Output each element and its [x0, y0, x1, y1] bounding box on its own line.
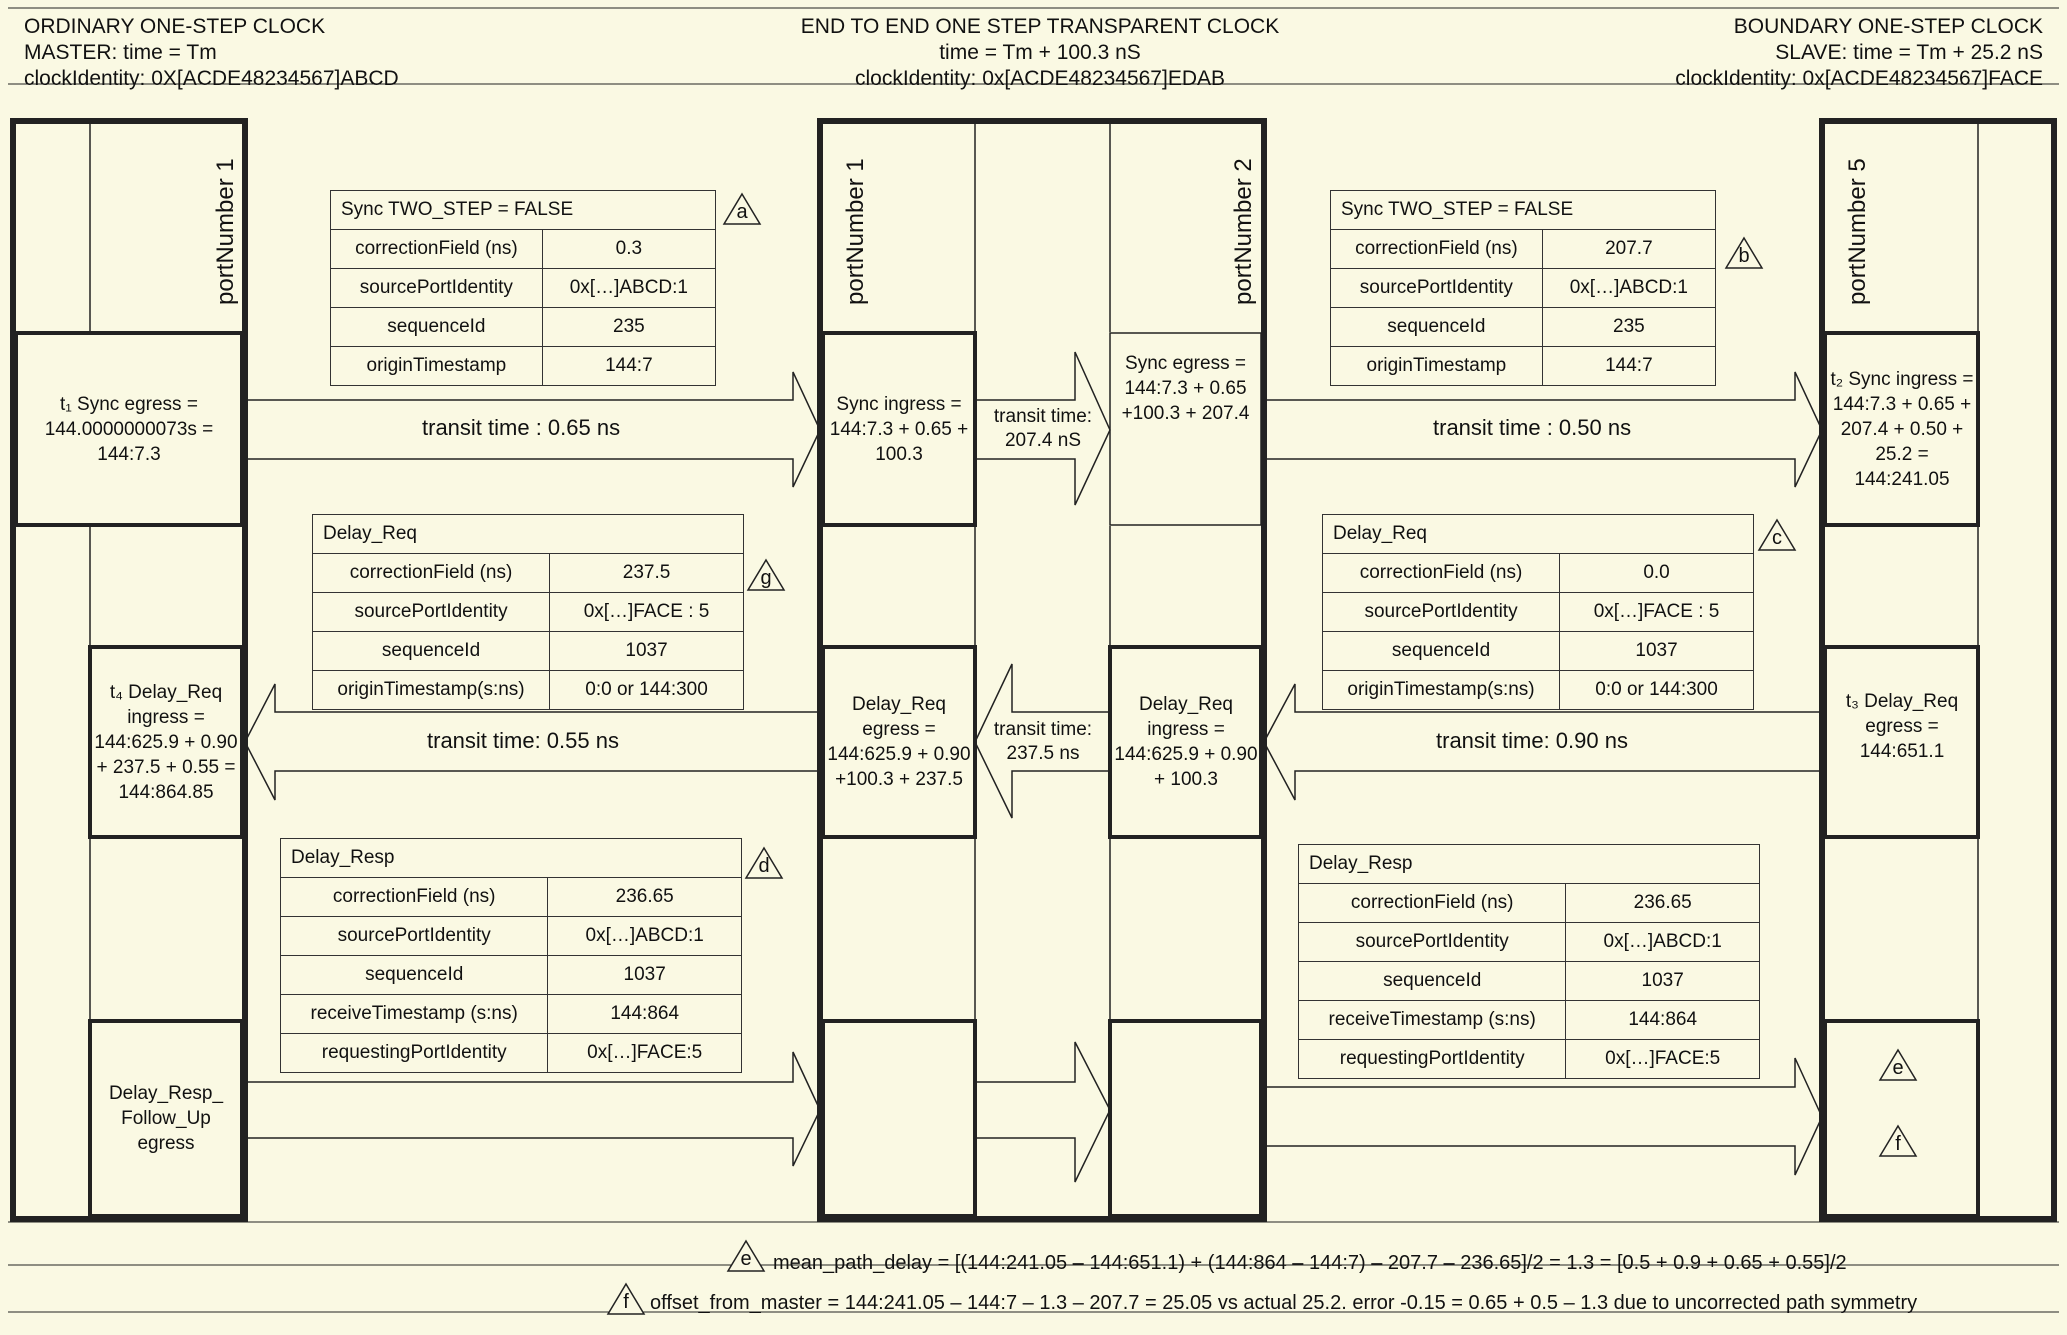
field-value: 1037: [1566, 962, 1760, 1001]
field-value: 0:0 or 144:300: [1560, 671, 1754, 710]
master-clock-header: [24, 14, 399, 92]
delay-resp-message-d: [280, 838, 742, 1073]
marker-f-triangle: [1878, 1124, 1918, 1158]
master-port-label: portNumber 1: [212, 158, 239, 305]
master-clock-time: MASTER: time = Tm: [24, 41, 217, 64]
tc-sync-egress: Sync egress = 144:7.3 + 0.65 +100.3 + 207.4: [1121, 353, 1250, 424]
field-value: 0.0: [1560, 554, 1754, 593]
master-clock-identity: clockIdentity: 0X[ACDE48234567]ABCD: [24, 67, 399, 90]
field-value: 144:7: [1542, 347, 1715, 386]
marker-c-triangle: [1757, 518, 1797, 552]
tc-sync-ingress: Sync ingress = 144:7.3 + 0.65 + 100.3: [829, 393, 969, 465]
delay-req-message-g: [312, 514, 744, 710]
offset-from-master-equation: offset_from_master = 144:241.05 – 144:7 – 1.3 – 207.7 = 25.05 vs actual 25.2. error -0.15 = 0.65 + 0.5 – 1.3 due to uncorrected path symmetry: [650, 1292, 1918, 1314]
sync-message-a: [330, 190, 716, 386]
table-title: Delay_Resp: [1299, 845, 1760, 884]
field-name: correctionField (ns): [1331, 230, 1543, 269]
marker-c-label: c: [1772, 527, 1782, 549]
equation-e-marker: e: [740, 1248, 752, 1270]
marker-g-label: g: [760, 567, 772, 589]
t1-sync-egress: t₁ Sync egress = 144.0000000073s = 144:7.3: [44, 393, 214, 465]
table-title: Delay_Req: [313, 515, 744, 554]
field-value: 207.7: [1542, 230, 1715, 269]
field-value: 0x[…]ABCD:1: [1566, 923, 1760, 962]
sync-transit-right: transit time : 0.50 ns: [1433, 415, 1632, 440]
field-name: sourcePortIdentity: [331, 269, 543, 308]
marker-g-triangle: [746, 558, 786, 592]
sync-transit-left: transit time : 0.65 ns: [422, 415, 621, 440]
field-value: 236.65: [548, 878, 742, 917]
slave-clock-header: [1675, 14, 2043, 92]
field-name: sequenceId: [281, 956, 548, 995]
field-value: 0x[…]ABCD:1: [548, 917, 742, 956]
equation-f-marker: f: [623, 1291, 629, 1313]
field-name: sourcePortIdentity: [313, 593, 550, 632]
slave-clock-identity: clockIdentity: 0x[ACDE48234567]FACE: [1675, 67, 2043, 90]
transparent-clock-type: END TO END ONE STEP TRANSPARENT CLOCK: [800, 15, 1280, 38]
field-value: 235: [1542, 308, 1715, 347]
table-title: Sync TWO_STEP = FALSE: [1331, 191, 1716, 230]
field-value: 235: [542, 308, 715, 347]
tc-port1-label: portNumber 1: [842, 158, 869, 305]
field-value: 144:864: [1566, 1001, 1760, 1040]
field-value: 0x[…]FACE:5: [548, 1034, 742, 1073]
field-name: sourcePortIdentity: [281, 917, 548, 956]
marker-b-triangle: [1724, 236, 1764, 270]
delay-req-transit-right: transit time: 0.90 ns: [1436, 728, 1628, 753]
tc-delay-req-ingress: Delay_Req ingress = 144:625.9 + 0.90 + 100.3: [1114, 694, 1258, 790]
table-title: Sync TWO_STEP = FALSE: [331, 191, 716, 230]
field-name: originTimestamp: [331, 347, 543, 386]
field-value: 144:864: [548, 995, 742, 1034]
field-name: sequenceId: [331, 308, 543, 347]
field-value: 0:0 or 144:300: [550, 671, 744, 710]
field-name: originTimestamp(s:ns): [313, 671, 550, 710]
field-value: 1037: [1560, 632, 1754, 671]
slave-port-label: portNumber 5: [1844, 158, 1871, 305]
marker-a-label: a: [736, 201, 748, 223]
master-clock-type: ORDINARY ONE-STEP CLOCK: [24, 15, 326, 38]
field-name: correctionField (ns): [331, 230, 543, 269]
field-value: 0.3: [542, 230, 715, 269]
field-value: 1037: [548, 956, 742, 995]
field-name: originTimestamp: [1331, 347, 1543, 386]
delay-req-message-c: [1322, 514, 1754, 710]
equation-e-triangle: [726, 1239, 766, 1273]
field-name: correctionField (ns): [313, 554, 550, 593]
mean-path-delay-equation: mean_path_delay = [(144:241.05 – 144:651.1) + (144:864 – 144:7) – 207.7 – 236.65]/2 = 1.3 = [0.5 + 0.9 + 0.65 + 0.55]/2: [773, 1252, 1847, 1274]
field-value: 0x[…]FACE:5: [1566, 1040, 1760, 1079]
follow-up-egress: Delay_Resp_ Follow_Up egress: [108, 1083, 224, 1154]
field-name: correctionField (ns): [281, 878, 548, 917]
table-title: Delay_Resp: [281, 839, 742, 878]
slave-clock-type: BOUNDARY ONE-STEP CLOCK: [1733, 15, 2043, 38]
field-value: 0x[…]FACE : 5: [1560, 593, 1754, 632]
transparent-clock-identity: clockIdentity: 0x[ACDE48234567]EDAB: [854, 67, 1226, 90]
field-name: sourcePortIdentity: [1323, 593, 1560, 632]
field-name: receiveTimestamp (s:ns): [1299, 1001, 1566, 1040]
table-title: Delay_Req: [1323, 515, 1754, 554]
field-name: correctionField (ns): [1323, 554, 1560, 593]
field-name: correctionField (ns): [1299, 884, 1566, 923]
marker-f-label: f: [1895, 1133, 1901, 1155]
field-value: 1037: [550, 632, 744, 671]
field-value: 0x[…]ABCD:1: [1542, 269, 1715, 308]
t4-delay-req-ingress: t₄ Delay_Req ingress = 144:625.9 + 0.90 + 237.5 + 0.55 = 144:864.85: [94, 681, 238, 803]
sync-transit-tc: transit time: 207.4 nS: [993, 406, 1093, 451]
transparent-clock-header: [690, 14, 1390, 92]
field-name: receiveTimestamp (s:ns): [281, 995, 548, 1034]
field-value: 236.65: [1566, 884, 1760, 923]
field-value: 0x[…]ABCD:1: [542, 269, 715, 308]
field-name: sourcePortIdentity: [1331, 269, 1543, 308]
field-name: sourcePortIdentity: [1299, 923, 1566, 962]
field-name: sequenceId: [1331, 308, 1543, 347]
marker-b-label: b: [1738, 245, 1750, 267]
t2-sync-ingress: t₂ Sync ingress = 144:7.3 + 0.65 + 207.4 + 0.50 + 25.2 = 144:241.05: [1830, 368, 1974, 490]
field-name: sequenceId: [313, 632, 550, 671]
transparent-clock-time: time = Tm + 100.3 nS: [939, 41, 1141, 64]
field-value: 237.5: [550, 554, 744, 593]
tc-delay-req-egress: Delay_Req egress = 144:625.9 + 0.90 +100.3 + 237.5: [827, 694, 971, 790]
marker-d-label: d: [758, 855, 770, 877]
marker-a-triangle: [722, 192, 762, 226]
sync-message-b: [1330, 190, 1716, 386]
field-name: sequenceId: [1323, 632, 1560, 671]
field-value: 0x[…]FACE : 5: [550, 593, 744, 632]
field-name: requestingPortIdentity: [1299, 1040, 1566, 1079]
marker-e-triangle: [1878, 1048, 1918, 1082]
equation-f-triangle: [606, 1282, 646, 1316]
marker-d-triangle: [744, 846, 784, 880]
field-name: originTimestamp(s:ns): [1323, 671, 1560, 710]
slave-clock-time: SLAVE: time = Tm + 25.2 nS: [1775, 41, 2043, 64]
delay-req-transit-left: transit time: 0.55 ns: [427, 728, 619, 753]
field-name: sequenceId: [1299, 962, 1566, 1001]
tc-port2-label: portNumber 2: [1230, 158, 1257, 305]
field-name: requestingPortIdentity: [281, 1034, 548, 1073]
t3-delay-req-egress: t₃ Delay_Req egress = 144:651.1: [1845, 690, 1959, 762]
delay-req-transit-tc: transit time: 237.5 ns: [993, 719, 1093, 764]
field-value: 144:7: [542, 347, 715, 386]
marker-e-label: e: [1892, 1057, 1904, 1079]
delay-resp-message-right: [1298, 844, 1760, 1079]
